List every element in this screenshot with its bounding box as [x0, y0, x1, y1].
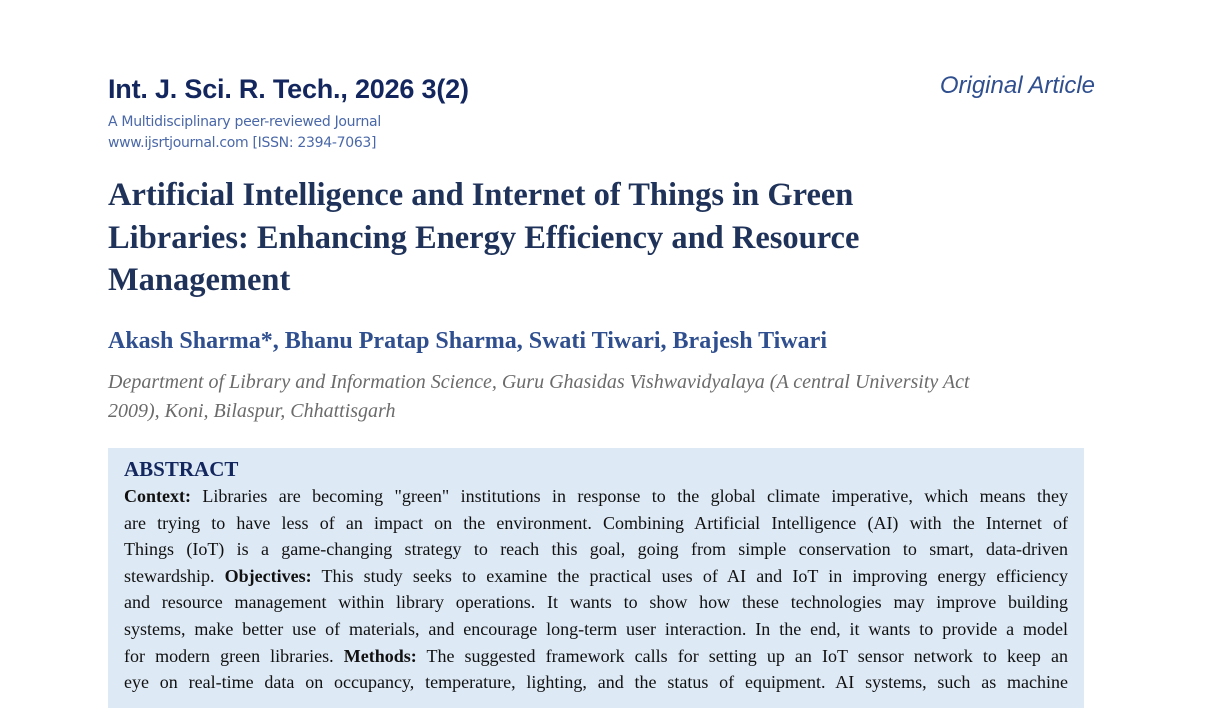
affiliation-line: 2009), Koni, Bilaspur, Chhattisgarh [108, 400, 396, 422]
abstract-text: The suggested framework calls for setting up an IoT sensor network to keep an [416, 645, 1068, 666]
abstract-text: eye on real-time data on occupancy, temperature, lighting, and the status of equipment. AI systems, such as machine [124, 672, 1068, 693]
abstract-line [124, 486, 1068, 506]
abstract-text: Libraries are becoming "green" institutions in response to the global climate imperative, which means they [190, 486, 1068, 506]
abstract-line [124, 592, 1068, 612]
abstract-text: for modern green libraries. [124, 645, 344, 666]
abstract-section-label: Objectives: [224, 565, 312, 586]
abstract-line [124, 566, 1068, 586]
abstract-line [124, 646, 1068, 666]
abstract-text: systems, make better use of materials, and encourage long-term user interaction. In the end, it wants to provide a model [124, 619, 1068, 639]
abstract-heading: ABSTRACT [124, 457, 239, 481]
article-title-line: Management [108, 262, 291, 298]
abstract-text: stewardship. [124, 565, 225, 586]
article-title-line: Libraries: Enhancing Energy Efficiency and Resource [108, 220, 860, 256]
affiliation-line: Department of Library and Information Science, Guru Ghasidas Vishwavidyalaya (A central University Act [108, 371, 970, 393]
abstract-line [124, 672, 1068, 692]
abstract-text: are trying to have less of an impact on the environment. Combining Artificial Intelligence (AI) with the Internet of [124, 512, 1068, 533]
abstract-line [124, 619, 1068, 639]
abstract-line [124, 513, 1068, 533]
abstract-text: Things (IoT) is a game-changing strategy to reach this goal, going from simple conservation to smart, data-driven [124, 539, 1068, 560]
abstract-line [124, 539, 1068, 559]
journal-citation: Int. J. Sci. R. Tech., 2026 3(2) [108, 74, 469, 104]
journal-subtitle: A Multidisciplinary peer-reviewed Journal [108, 114, 381, 130]
abstract-section-label: Context: [124, 486, 191, 506]
article-type: Original Article [939, 72, 1095, 99]
article-title-line: Artificial Intelligence and Internet of Things in Green [108, 177, 854, 213]
abstract-text: and resource management within library operations. It wants to show how these technologies may improve building [124, 592, 1068, 613]
abstract-text: This study seeks to examine the practical uses of AI and IoT in improving energy efficiency [311, 565, 1069, 586]
authors: Akash Sharma*, Bhanu Pratap Sharma, Swati Tiwari, Brajesh Tiwari [108, 328, 828, 354]
abstract-section-label: Methods: [343, 645, 417, 666]
abstract-box [108, 448, 1084, 708]
journal-website: www.ijsrtjournal.com [ISSN: 2394-7063] [108, 135, 377, 151]
